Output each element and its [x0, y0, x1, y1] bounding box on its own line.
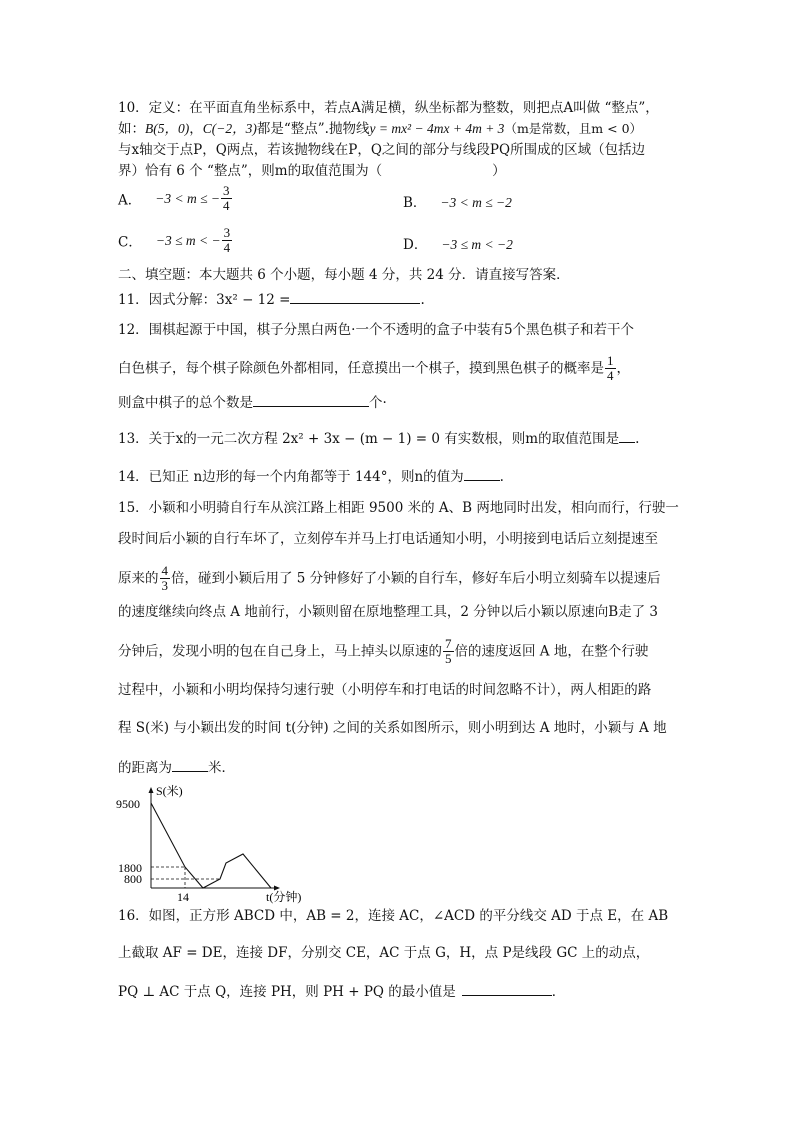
- q10-text: （m是常数，且m < 0）: [504, 121, 643, 136]
- answer-blank: [462, 981, 552, 996]
- answer-blank: [464, 466, 500, 481]
- q15-line8: [118, 757, 235, 778]
- option-a-numerator: 3: [223, 183, 230, 198]
- q16-line3: [118, 981, 565, 1002]
- q15-line1: 15．小颖和小明骑自行车从滨江路上相距 9500 米的 A、B 两地同时出发，相向而行，行驶一: [118, 500, 679, 516]
- q16-line1: 16．如图，正方形 ABCD 中，AB = 2，连接 AC，∠ACD 的平分线交 AD 于点 E，在 AB: [118, 908, 669, 924]
- option-c-label: C．: [118, 234, 142, 251]
- probability-denominator: 4: [607, 368, 614, 383]
- point-b: B(5，0): [145, 121, 190, 136]
- q10-text: ）: [492, 163, 506, 179]
- q11-text: 11．因式分解：3x² − 12 =: [118, 292, 291, 308]
- answer-blank: [253, 392, 369, 407]
- q14-end: .: [499, 469, 504, 485]
- parabola-formula: y = mx² − 4mx + 4m + 3: [369, 121, 505, 136]
- q10-text: 都是“整点”.抛物线: [256, 121, 370, 137]
- fraction-numerator: 7: [445, 636, 452, 651]
- q15-line2: 段时间后小颖的自行车坏了，立刻停车并马上打电话通知小明，小明接到电话后立刻提速至: [118, 531, 658, 547]
- answer-blank: [172, 757, 208, 772]
- q12-text: ，: [616, 360, 630, 377]
- q15-text: 倍，碰到小颖后用了 5 分钟修好了小颖的自行车，修好车后小明立刻骑车以提速后: [171, 570, 661, 587]
- distance-curve: [151, 803, 271, 888]
- option-a: [118, 184, 233, 213]
- q15-text: 分钟后，发现小明的包在自己身上，马上掉头以原速的: [118, 643, 442, 660]
- x-axis-label: t(分钟): [266, 890, 302, 904]
- option-b-label: B．: [403, 195, 427, 211]
- q15-end: 米．: [208, 760, 235, 776]
- q15-line7: 程 S(米) 与小颖出发的时间 t(分钟) 之间的关系如图所示，则小明到达 A 地时，小颖与 A 地: [118, 720, 667, 736]
- fraction-numerator: 4: [161, 563, 168, 578]
- fraction-denominator: 3: [161, 578, 168, 593]
- y-axis-arrow: [149, 787, 154, 793]
- q14-text: 14．已知正 n边形的每一个内角都等于 144°，则n的值为: [118, 469, 464, 485]
- q10-line4: [118, 161, 506, 181]
- q12-line1: 12．围棋起源于中国，棋子分黑白两色·一个不透明的盒子中装有5个黑色棋子和若干个: [118, 322, 635, 338]
- q15-line4: 的速度继续向终点 A 地前行，小颖则留在原地整理工具，2 分钟以后小颖以原速向B走了 3: [118, 604, 659, 620]
- q15-text: 原来的: [118, 570, 159, 587]
- option-c-denominator: 4: [223, 240, 231, 255]
- option-c-numerator: 3: [223, 225, 231, 240]
- q12-text: 则盒中棋子的总个数是: [118, 395, 253, 411]
- q10-text: ，: [189, 121, 203, 137]
- q14: [118, 466, 504, 487]
- option-b: [403, 191, 512, 211]
- q15-text: 倍的速度返回 A 地，在整个行驶: [454, 643, 649, 660]
- q11-end: .: [420, 292, 425, 308]
- option-a-text: −3 < m ≤ −: [155, 190, 220, 206]
- q12-line2: [118, 354, 630, 383]
- tick-14: 14: [177, 890, 189, 904]
- answer-blank: [290, 289, 420, 304]
- option-a-denominator: 4: [223, 198, 230, 213]
- option-a-label: A．: [118, 192, 142, 209]
- q13: [118, 428, 639, 449]
- q11: [118, 289, 425, 310]
- q15-line6: 过程中，小颖和小明均保持匀速行驶（小明停车和打电话的时间忽略不计），两人相距的路: [118, 682, 652, 698]
- y-axis-label: S(米): [156, 784, 183, 798]
- q15-text: 的距离为: [118, 760, 172, 776]
- tick-800: 800: [124, 872, 142, 886]
- answer-blank: [619, 428, 635, 443]
- distance-time-graph: [114, 784, 314, 906]
- q16-line2: 上截取 AF = DE，连接 DF，分别交 CE，AC 于点 G，H，点 P是线段 GC 上的动点，: [118, 945, 650, 961]
- q10-line1: 10．定义：在平面直角坐标系中，若点A满足横，纵坐标都为整数，则把点A叫做 “整点”，: [118, 100, 659, 116]
- option-d-label: D．: [403, 237, 428, 253]
- q12-text: 白色棋子，每个棋子除颜色外都相同，任意摸出一个棋子，摸到黑色棋子的概率是: [118, 360, 604, 377]
- q15-line3: [118, 564, 661, 593]
- tick-1800: 1800: [118, 861, 142, 875]
- option-d-text: −3 ≤ m < −2: [441, 237, 513, 252]
- fraction-denominator: 5: [445, 651, 452, 666]
- q12-line3: [118, 392, 387, 413]
- option-c: [118, 226, 233, 255]
- point-c: C(−2，3): [202, 121, 257, 136]
- q15-line5: [118, 637, 648, 666]
- option-c-text: −3 ≤ m < −: [155, 232, 221, 248]
- q12-end: 个·: [369, 395, 387, 411]
- q13-text: 13．关于x的一元二次方程 2x² + 3x − (m − 1) = 0 有实数根，则m的取值范围是: [118, 431, 620, 447]
- q16-text: PQ ⊥ AC 于点 Q，连接 PH，则 PH + PQ 的最小值是: [118, 984, 456, 1000]
- option-b-text: −3 < m ≤ −2: [440, 195, 512, 210]
- q10-line2: [118, 119, 642, 139]
- q10-text: 如：: [118, 121, 145, 137]
- tick-9500: 9500: [116, 797, 140, 811]
- option-d: [403, 233, 513, 253]
- probability-numerator: 1: [607, 353, 614, 368]
- section-heading: 二、填空题：本大题共 6 个小题，每小题 4 分，共 24 分．请直接写答案．: [118, 267, 570, 283]
- q16-end: ．: [551, 984, 566, 1000]
- q13-end: .: [635, 431, 640, 447]
- q10-line3: 与x轴交于点P，Q两点，若该抛物线在P，Q之间的部分与线段PQ所围成的区域（包括边: [118, 142, 646, 158]
- q10-text: 界）恰有 6 个 “整点”，则m的取值范围为（: [118, 163, 383, 179]
